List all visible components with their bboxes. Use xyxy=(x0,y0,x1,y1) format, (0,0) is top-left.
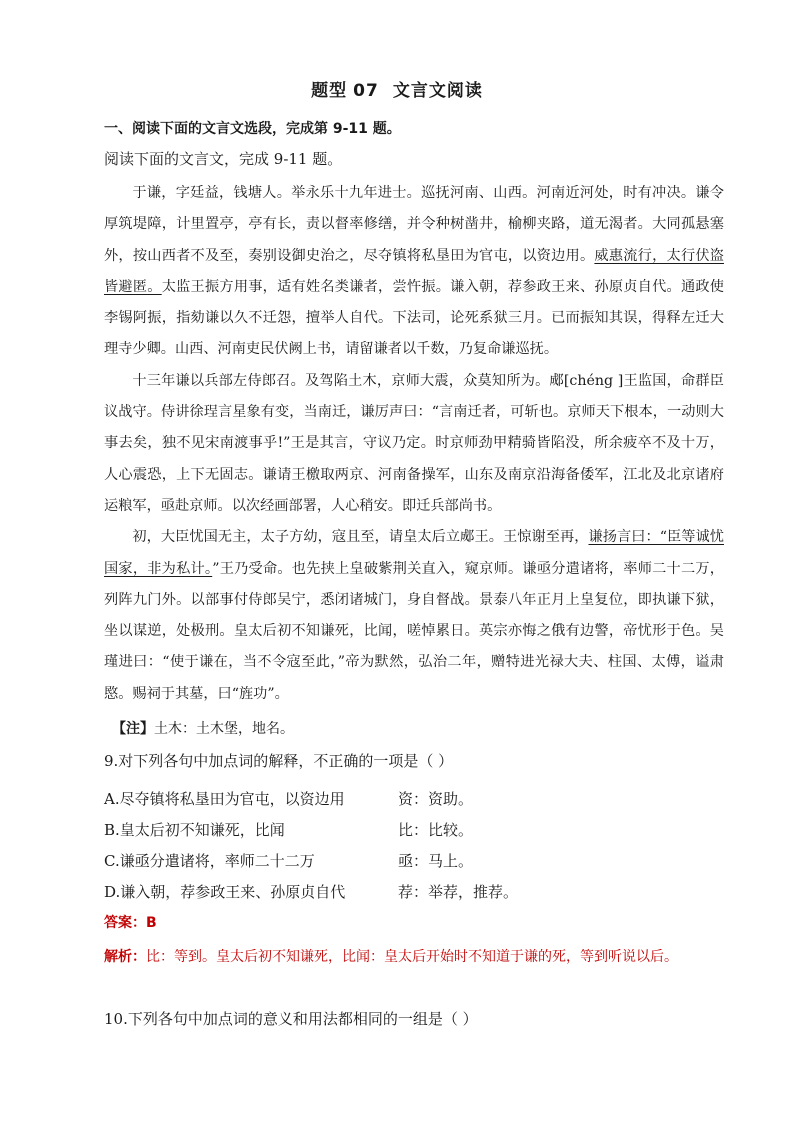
option-b: B.皇太后初不知谦死，比闻 比：比较。 xyxy=(104,821,474,839)
option-a-gloss: 资：资助。 xyxy=(398,790,474,808)
title-number: 07 xyxy=(353,81,379,101)
analysis-text: 比：等到。皇太后初不知谦死，比闻：皇太后开始时不知道于谦的死，等到听说以后。 xyxy=(146,949,678,965)
answer-value: B xyxy=(146,915,157,931)
passage-paragraph-1: 于谦，字廷益，钱塘人。举永乐十九年进士。巡抚河南、山西。河南近河处，时有冲决。谦令厚筑堤障，计里置亭，亭有长，责以督率修缮，并令种树凿井，榆柳夹路，道无渴者。大同孤悬塞外，按山西者不及至，奏别设御史治之，尽夺镇将私垦田为官屯，以资边用。威惠流行，太行伏盗皆避匿。太监王振方用事，适有姓名类谦者，尝忤振。谦入朝，荐参政王来、孙原贞自代。通政使李锡阿振，指劾谦以久不迁怨，擅举人自代。下法司，论死系狱三月。已而振知其误，得释左迁大理寺少卿。山西、河南吏民伏阙上书，请留谦者以千数，乃复命谦巡抚。 xyxy=(104,185,724,358)
analysis xyxy=(104,942,724,973)
intro-text: 阅读下面的文言文，完成 9-11 题。 xyxy=(104,150,343,168)
analysis-label: 解析： xyxy=(104,949,146,965)
option-d-gloss: 荐：举荐，推荐。 xyxy=(398,883,519,901)
option-c-gloss: 亟：马上。 xyxy=(398,852,474,870)
classical-passage xyxy=(104,178,724,710)
question-10-stem: 10.下列各句中加点词的意义和用法都相同的一组是（ ） xyxy=(104,1010,478,1028)
title-main: 文言文阅读 xyxy=(392,81,483,101)
option-d: D.谦入朝，荐参政王来、孙原贞自代 荐：举荐，推荐。 xyxy=(104,883,519,901)
option-b-gloss: 比：比较。 xyxy=(398,821,474,839)
footnote-label: 【注】 xyxy=(112,721,154,737)
underlined-sentence: 谦扬言曰：“臣等诚忧国家，非为私计。 xyxy=(104,529,724,577)
question-9-stem: 9.对下列各句中加点词的解释，不正确的一项是（ ） xyxy=(104,752,454,770)
section-heading: 一、阅读下面的文言文选段，完成第 9-11 题。 xyxy=(104,121,401,137)
footnote xyxy=(112,718,294,738)
underlined-sentence: 威惠流行，太行伏盗皆避匿。 xyxy=(104,247,724,295)
answer-label: 答案： xyxy=(104,915,146,931)
footnote-text: 土木：土木堡，地名。 xyxy=(154,721,294,737)
answer xyxy=(104,912,157,932)
page-title xyxy=(0,76,794,101)
passage-paragraph-3: 初，大臣忧国无主，太子方幼，寇且至，请皇太后立郕王。王惊谢至再，谦扬言曰：“臣等诚忧国家，非为私计。”王乃受命。也先挟上皇破紫荆关直入，窥京师。谦亟分遣诸将，率师二十二万，列阵九门外。以部事付侍郎吴宁，悉闭诸城门，身自督战。景泰八年正月上皇复位，即执谦下狱，坐以谋逆，处极刑。皇太后初不知谦死，比闻，嗟悼累日。英宗亦悔之俄有边警，帝忧形于色。吴瑾进曰：“使于谦在，当不令寇至此，”帝为默然，弘治二年，赠特进光禄大夫、柱国、太傅，谥肃愍。赐祠于其墓，曰“旌功”。 xyxy=(104,529,724,702)
passage-paragraph-2: 十三年谦以兵部左侍郎召。及驾陷土木，京师大震，众莫知所为。郕[chéng ]王监国，命群臣议战守。侍讲徐珵言星象有变，当南迁，谦厉声曰：“言南迁者，可斩也。京师天下根本，一动则大事去矣，独不见宋南渡事乎!”王是其言，守议乃定。时京师劲甲精骑皆陷没，所余疲卒不及十万，人心震恐，上下无固志。谦请王檄取两京、河南备操军，山东及南京沿海备倭军，江北及北京诸府运粮军，亟赴京师。以次经画部署，人心稍安。即迁兵部尚书。 xyxy=(104,372,724,514)
option-a: A.尽夺镇将私垦田为官屯，以资边用 资：资助。 xyxy=(104,790,474,808)
title-prefix: 题型 xyxy=(311,81,348,101)
option-c: C.谦亟分遣诸将，率师二十二万 亟：马上。 xyxy=(104,852,474,870)
